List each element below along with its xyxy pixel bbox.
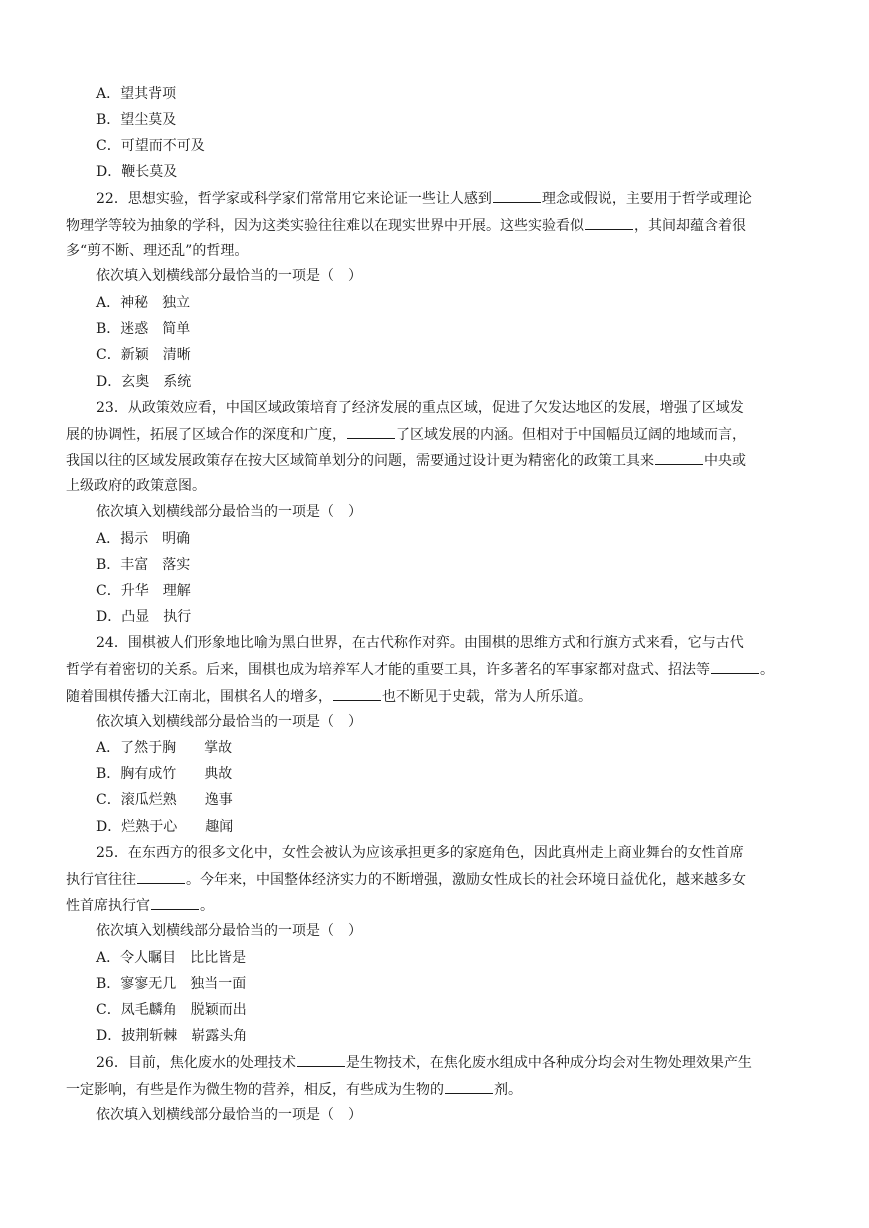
question-23-line: 我国以往的区域发展政策存在按大区域简单划分的问题，需要通过设计更为精密化的政策工具来 中央或 (66, 450, 746, 471)
question-22-line: 22．思想实验，哲学家或科学家们常常用它来论证一些让人感到 理念或假说，主要用于哲学或理论 (96, 188, 752, 209)
option-line: B．望尘莫及 (96, 112, 177, 128)
option-line: C．可望而不可及 (96, 138, 205, 154)
option-line: B．寥寥无几 独当一面 (96, 976, 247, 992)
question-22-line: 物理学等较为抽象的学科，因为这类实验往往难以在现实世界中开展。这些实验看似 ，其间却蕴含着很 (66, 215, 746, 236)
option-line: B．迷惑 简单 (96, 321, 191, 337)
question-prompt: 依次填入划横线部分最恰当的一项是（ ） (96, 714, 362, 730)
answer-blank (585, 215, 633, 230)
question-prompt: 依次填入划横线部分最恰当的一项是（ ） (96, 1107, 362, 1123)
option-line: C．凤毛麟角 脱颖而出 (96, 1002, 247, 1018)
question-26-line: 一定影响，有些是作为微生物的营养，相反，有些成为生物的 剂。 (66, 1079, 522, 1100)
option-line: D．披荆斩棘 崭露头角 (96, 1028, 248, 1044)
option-line: A．神秘 独立 (96, 295, 191, 311)
answer-blank (655, 450, 703, 465)
question-25-line: 执行官往往 。今年来，中国整体经济实力的不断增强，激励女性成长的社会环境日益优化，越来越多女 (66, 869, 746, 890)
option-line: A．了然于胸 掌故 (96, 740, 233, 756)
option-line: B．胸有成竹 典故 (96, 766, 233, 782)
option-line: D．烂熟于心 趣闻 (96, 819, 234, 835)
question-25-line: 25．在东西方的很多文化中，女性会被认为应该承担更多的家庭角色，因此真州走上商业舞台的女性首席 (96, 845, 744, 861)
question-prompt: 依次填入划横线部分最恰当的一项是（ ） (96, 504, 362, 520)
question-24-line: 随着围棋传播大江南北，围棋名人的增多， 也不断见于史载，常为人所乐道。 (66, 686, 592, 707)
answer-blank (151, 895, 199, 910)
option-line: B．丰富 落实 (96, 557, 191, 573)
answer-blank (347, 424, 395, 439)
answer-blank (445, 1079, 493, 1094)
option-line: A．望其背项 (96, 86, 177, 102)
question-24-line: 24．围棋被人们形象地比喻为黑白世界，在古代称作对弈。由围棋的思维方式和行旗方式来看，它与古代 (96, 635, 744, 651)
option-line: D．凸显 执行 (96, 609, 192, 625)
question-prompt: 依次填入划横线部分最恰当的一项是（ ） (96, 268, 362, 284)
question-26-line: 26．目前，焦化废水的处理技术 是生物技术，在焦化废水组成中各种成分均会对生物处理效果产生 (96, 1052, 752, 1073)
option-line: C．升华 理解 (96, 583, 191, 599)
answer-blank (711, 659, 759, 674)
option-line: C．滚瓜烂熟 逸事 (96, 792, 233, 808)
question-prompt: 依次填入划横线部分最恰当的一项是（ ） (96, 923, 362, 939)
option-line: C．新颖 清晰 (96, 347, 191, 363)
option-line: D．鞭长莫及 (96, 164, 178, 180)
answer-blank (297, 1052, 345, 1067)
question-22-line: 多“剪不断、理还乱”的哲理。 (66, 243, 249, 259)
option-line: A．揭示 明确 (96, 531, 191, 547)
question-24-line: 哲学有着密切的关系。后来，围棋也成为培养军人才能的重要工具，许多著名的军事家都对盘式、招法等 。 (66, 659, 774, 680)
answer-blank (137, 869, 185, 884)
option-line: D．玄奥 系统 (96, 374, 192, 390)
answer-blank (493, 188, 541, 203)
question-23-line: 展的协调性，拓展了区域合作的深度和广度， 了区域发展的内涵。但相对于中国幅员辽阔的地域而言， (66, 424, 746, 445)
question-23-line: 上级政府的政策意图。 (66, 478, 206, 494)
question-23-line: 23．从政策效应看，中国区域政策培育了经济发展的重点区域，促进了欠发达地区的发展，增强了区域发 (96, 400, 744, 416)
question-25-line: 性首席执行官 。 (66, 895, 214, 916)
answer-blank (333, 686, 381, 701)
option-line: A．令人瞩目 比比皆是 (96, 950, 247, 966)
